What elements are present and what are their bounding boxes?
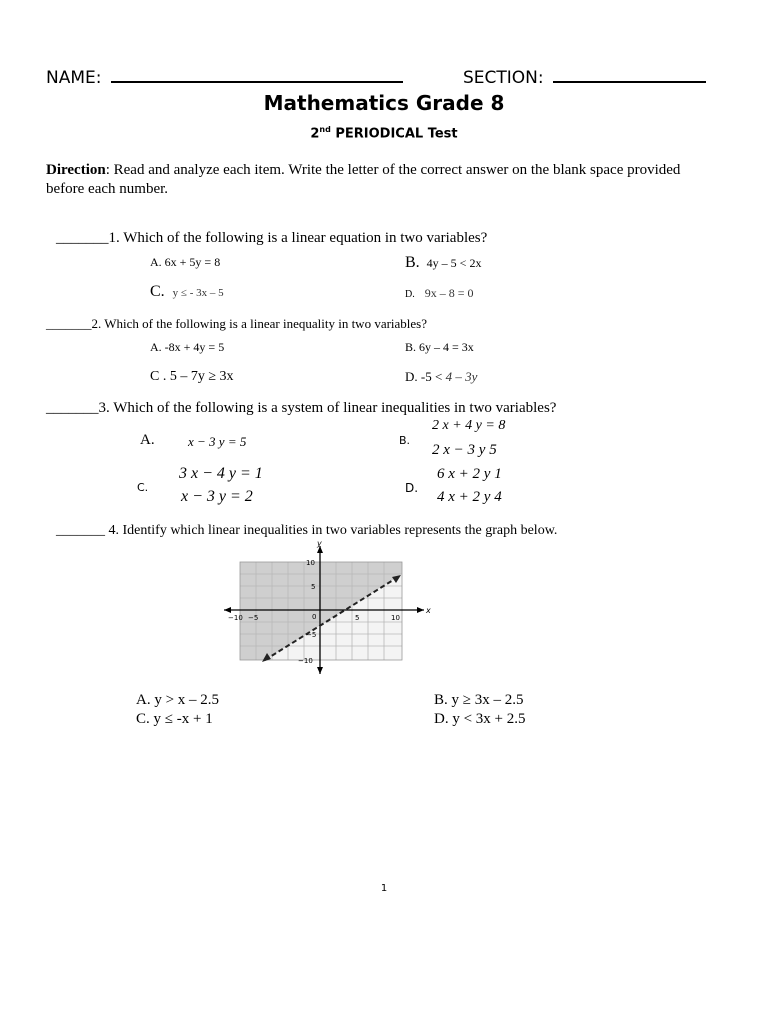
q4-option-c: C. y ≤ -x + 1 [136,711,213,727]
name-label: NAME: [46,68,102,88]
q1-stem: _______1. Which of the following is a linear equation in two variables? [56,230,488,246]
section-field [463,68,706,88]
name-blank-line[interactable] [111,81,403,83]
q3-option-b-letter: B. [399,434,411,447]
tick-y-neg10: −10 [298,657,313,665]
direction-line-1 [46,162,680,179]
q4-option-b: B. y ≥ 3x – 2.5 [434,692,524,708]
tick-x-10: 10 [391,614,400,622]
x-axis-label: x [426,606,431,615]
q3-option-a-eq1: x − 3 y = 5 [188,434,247,449]
q2-option-c: C . 5 – 7y ≥ 3x [150,369,234,384]
q2-option-b: B. 6y – 4 = 3x [405,340,474,354]
subtitle-text: PERIODICAL Test [330,126,458,142]
page-subtitle [0,125,768,141]
q3-stem: _______3. Which of the following is a system of linear inequalities in two variables? [46,400,557,416]
y-axis-arrow-bottom [317,667,323,674]
q3-option-c-eq1: 3 x − 4 y = 1 [179,465,263,482]
q3-option-a-letter: A. [140,432,155,448]
tick-x-neg10: −10 [228,614,243,622]
tick-y-5: 5 [311,583,316,591]
q3-option-b-eq2: 2 x − 3 y 5 [432,442,497,458]
q3-option-d-eq1: 6 x + 2 y 1 [437,466,502,482]
q2-option-a: A. -8x + 4y = 5 [150,340,225,354]
subtitle-superscript: nd [319,125,331,134]
direction-text-1: : Read and analyze each item. Write the letter of the correct answer on the blank space provided [105,162,681,178]
q3-option-d-letter: D. [405,481,419,495]
name-field [46,68,403,88]
q4-option-a: A. y > x – 2.5 [136,692,220,708]
tick-y-10: 10 [306,559,315,567]
q2-option-d: D. -5 < 4 – 3y [405,369,478,384]
q1-option-c: C. y ≤ - 3x – 5 [150,283,224,300]
origin-label: 0 [312,613,317,621]
q4-stem: _______ 4. Identify which linear inequalities in two variables represents the graph below. [56,523,558,538]
tick-y-neg5: −5 [306,631,317,639]
x-axis-arrow [417,607,424,613]
direction-label: Direction [46,162,106,178]
q4-option-d: D. y < 3x + 2.5 [434,711,526,727]
q1-option-d: D. 9x – 8 = 0 [405,286,474,300]
q2-stem: _______2. Which of the following is a linear inequality in two variables? [46,316,428,331]
section-blank-line[interactable] [553,81,706,83]
q3-option-b-eq1: 2 x + 4 y = 8 [432,418,506,433]
section-label: SECTION: [463,68,544,88]
q3-option-d-eq2: 4 x + 2 y 4 [437,489,502,505]
page-number: 1 [380,883,388,894]
direction-line-2: before each number. [46,181,169,197]
q4-graph [218,540,438,680]
y-axis-label: y [317,540,322,548]
q3-option-c-letter: C. [137,481,149,494]
tick-x-neg5: −5 [248,614,259,622]
q3-option-c-eq2: x − 3 y = 2 [181,488,253,505]
q1-option-a: A. 6x + 5y = 8 [150,255,221,269]
subtitle-number: 2 [310,126,320,142]
tick-x-5: 5 [355,614,360,622]
x-axis-arrow-left [224,607,231,613]
q1-option-b: B. 4y – 5 < 2x [405,254,482,271]
page-title: Mathematics Grade 8 [263,91,505,115]
